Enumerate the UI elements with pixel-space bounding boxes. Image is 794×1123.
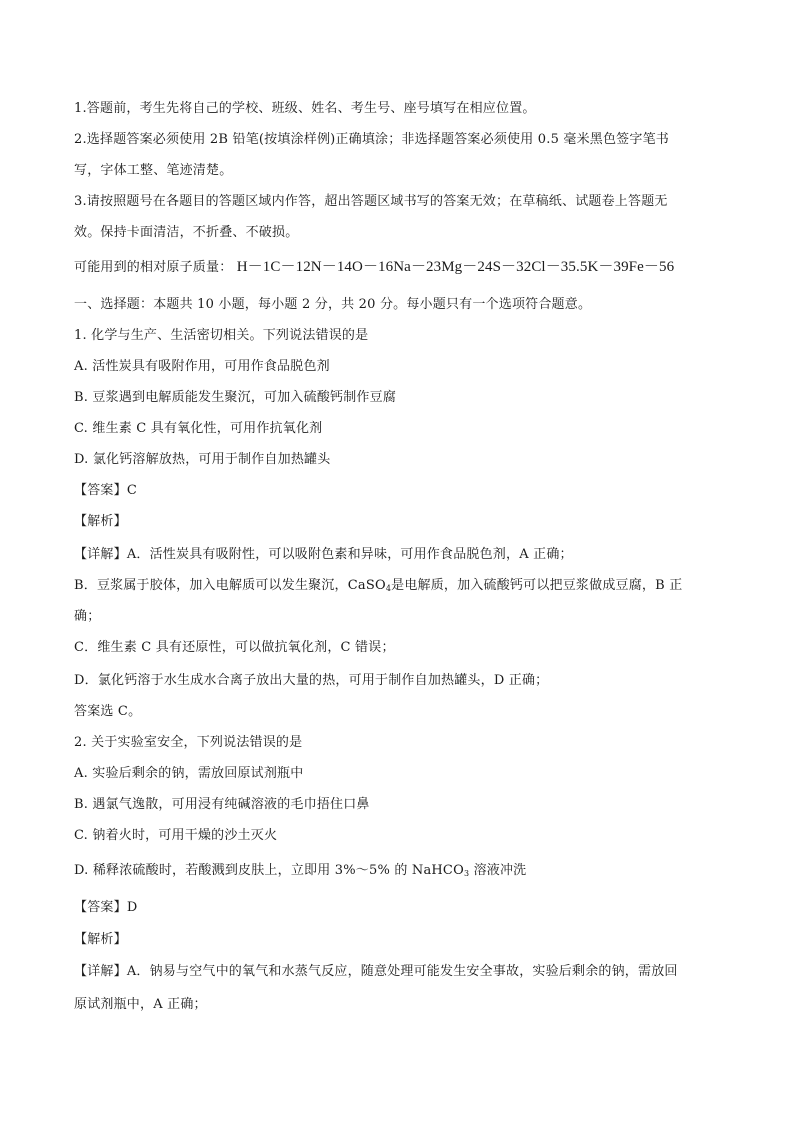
atomic-mass-formula: H－1C－12N－14O－16Na－23Mg－24S－32Cl－35.5K－39Fe－56: [236, 259, 675, 275]
q2-answer-value: D: [126, 900, 138, 915]
q1-option-d: D. 氯化钙溶解放热，可用于制作自加热罐头: [74, 452, 331, 467]
instruction-1: 1.答题前，考生先将自己的学校、班级、姓名、考生号、座号填写在相应位置。: [74, 101, 536, 116]
q1-option-c: C. 维生素 C 具有氧化性，可用作抗氧化剂: [74, 421, 323, 436]
q1-option-b: B. 豆浆遇到电解质能发生聚沉，可加入硫酸钙制作豆腐: [74, 390, 397, 405]
atomic-mass-line: [74, 258, 674, 277]
q2-option-d-post: 溶液冲洗: [469, 863, 527, 878]
q1-stem: 1. 化学与生产、生活密切相关。下列说法错误的是: [74, 328, 369, 343]
q1-detail-a-text: A．活性炭具有吸附性，可以吸附色素和异味，可用作食品脱色剂，A 正确；: [126, 547, 573, 562]
q1-detail-c: C．维生素 C 具有还原性，可以做抗氧化剂，C 错误；: [74, 640, 395, 655]
q2-analysis-tag: 【解析】: [74, 932, 127, 947]
q2-option-a: A. 实验后剩余的钠，需放回原试剂瓶中: [74, 766, 304, 781]
instruction-3-line-2: 效。保持卡面清洁，不折叠、不破损。: [74, 225, 299, 240]
q2-answer-tag: 【答案】: [74, 900, 127, 915]
q1-analysis-tag: 【解析】: [74, 514, 127, 529]
q1-detail-a: [74, 546, 573, 564]
q1-detail-b-pre: B．豆浆属于胶体，加入电解质可以发生聚沉，CaSO: [74, 578, 386, 593]
atomic-mass-label: 可能用到的相对原子质量：: [74, 260, 233, 275]
q1-option-a: A. 活性炭具有吸附作用，可用作食品脱色剂: [74, 359, 330, 374]
q1-detail-d: D．氯化钙溶于水生成水合离子放出大量的热，可用于制作自加热罐头，D 正确；: [74, 673, 549, 688]
q1-detail-tag: 【详解】: [74, 547, 127, 562]
q2-detail-tag: 【详解】: [74, 964, 127, 979]
instruction-3-line-1: 3.请按照题号在各题目的答题区域内作答，超出答题区域书写的答案无效；在草稿纸、试题卷上答题无: [74, 194, 668, 209]
instruction-2-line-2: 写，字体工整、笔迹清楚。: [74, 163, 233, 178]
q1-answer-line: [74, 482, 137, 500]
q1-answer-tag: 【答案】: [74, 483, 127, 498]
q1-detail-b-line-1: [74, 577, 682, 595]
q1-detail-b-subscript: 4: [385, 584, 392, 593]
q2-option-c: C. 钠着火时，可用干燥的沙土灭火: [74, 828, 278, 843]
q2-detail-a-line-1: [74, 963, 678, 981]
q1-answer-value: C: [126, 483, 137, 498]
q2-option-d-subscript: 3: [463, 869, 470, 878]
q2-stem: 2. 关于实验室安全，下列说法错误的是: [74, 735, 303, 750]
section-heading: 一、选择题：本题共 10 小题，每小题 2 分，共 20 分。每小题只有一个选项符合题意。: [74, 297, 592, 312]
q2-option-d-pre: D. 稀释浓硫酸时，若酸溅到皮肤上，立即用 3%～5% 的 NaHCO: [74, 863, 464, 878]
q2-detail-a-line-2: 原试剂瓶中，A 正确；: [74, 997, 207, 1012]
instruction-2-line-1: 2.选择题答案必须使用 2B 铅笔(按填涂样例)正确填涂；非选择题答案必须使用 0.5 毫米黑色签字笔书: [74, 132, 669, 147]
q1-detail-b-post: 是电解质，加入硫酸钙可以把豆浆做成豆腐，B 正: [391, 578, 683, 593]
q1-conclusion: 答案选 C。: [74, 704, 142, 719]
q2-detail-a-text: A．钠易与空气中的氧气和水蒸气反应，随意处理可能发生安全事故，实验后剩余的钠，需放回: [126, 964, 678, 979]
q2-answer-line: [74, 899, 137, 917]
q2-option-d: [74, 862, 526, 880]
q2-option-b: B. 遇氯气逸散，可用浸有纯碱溶液的毛巾捂住口鼻: [74, 797, 370, 812]
q1-detail-b-line-2: 确；: [74, 609, 101, 624]
